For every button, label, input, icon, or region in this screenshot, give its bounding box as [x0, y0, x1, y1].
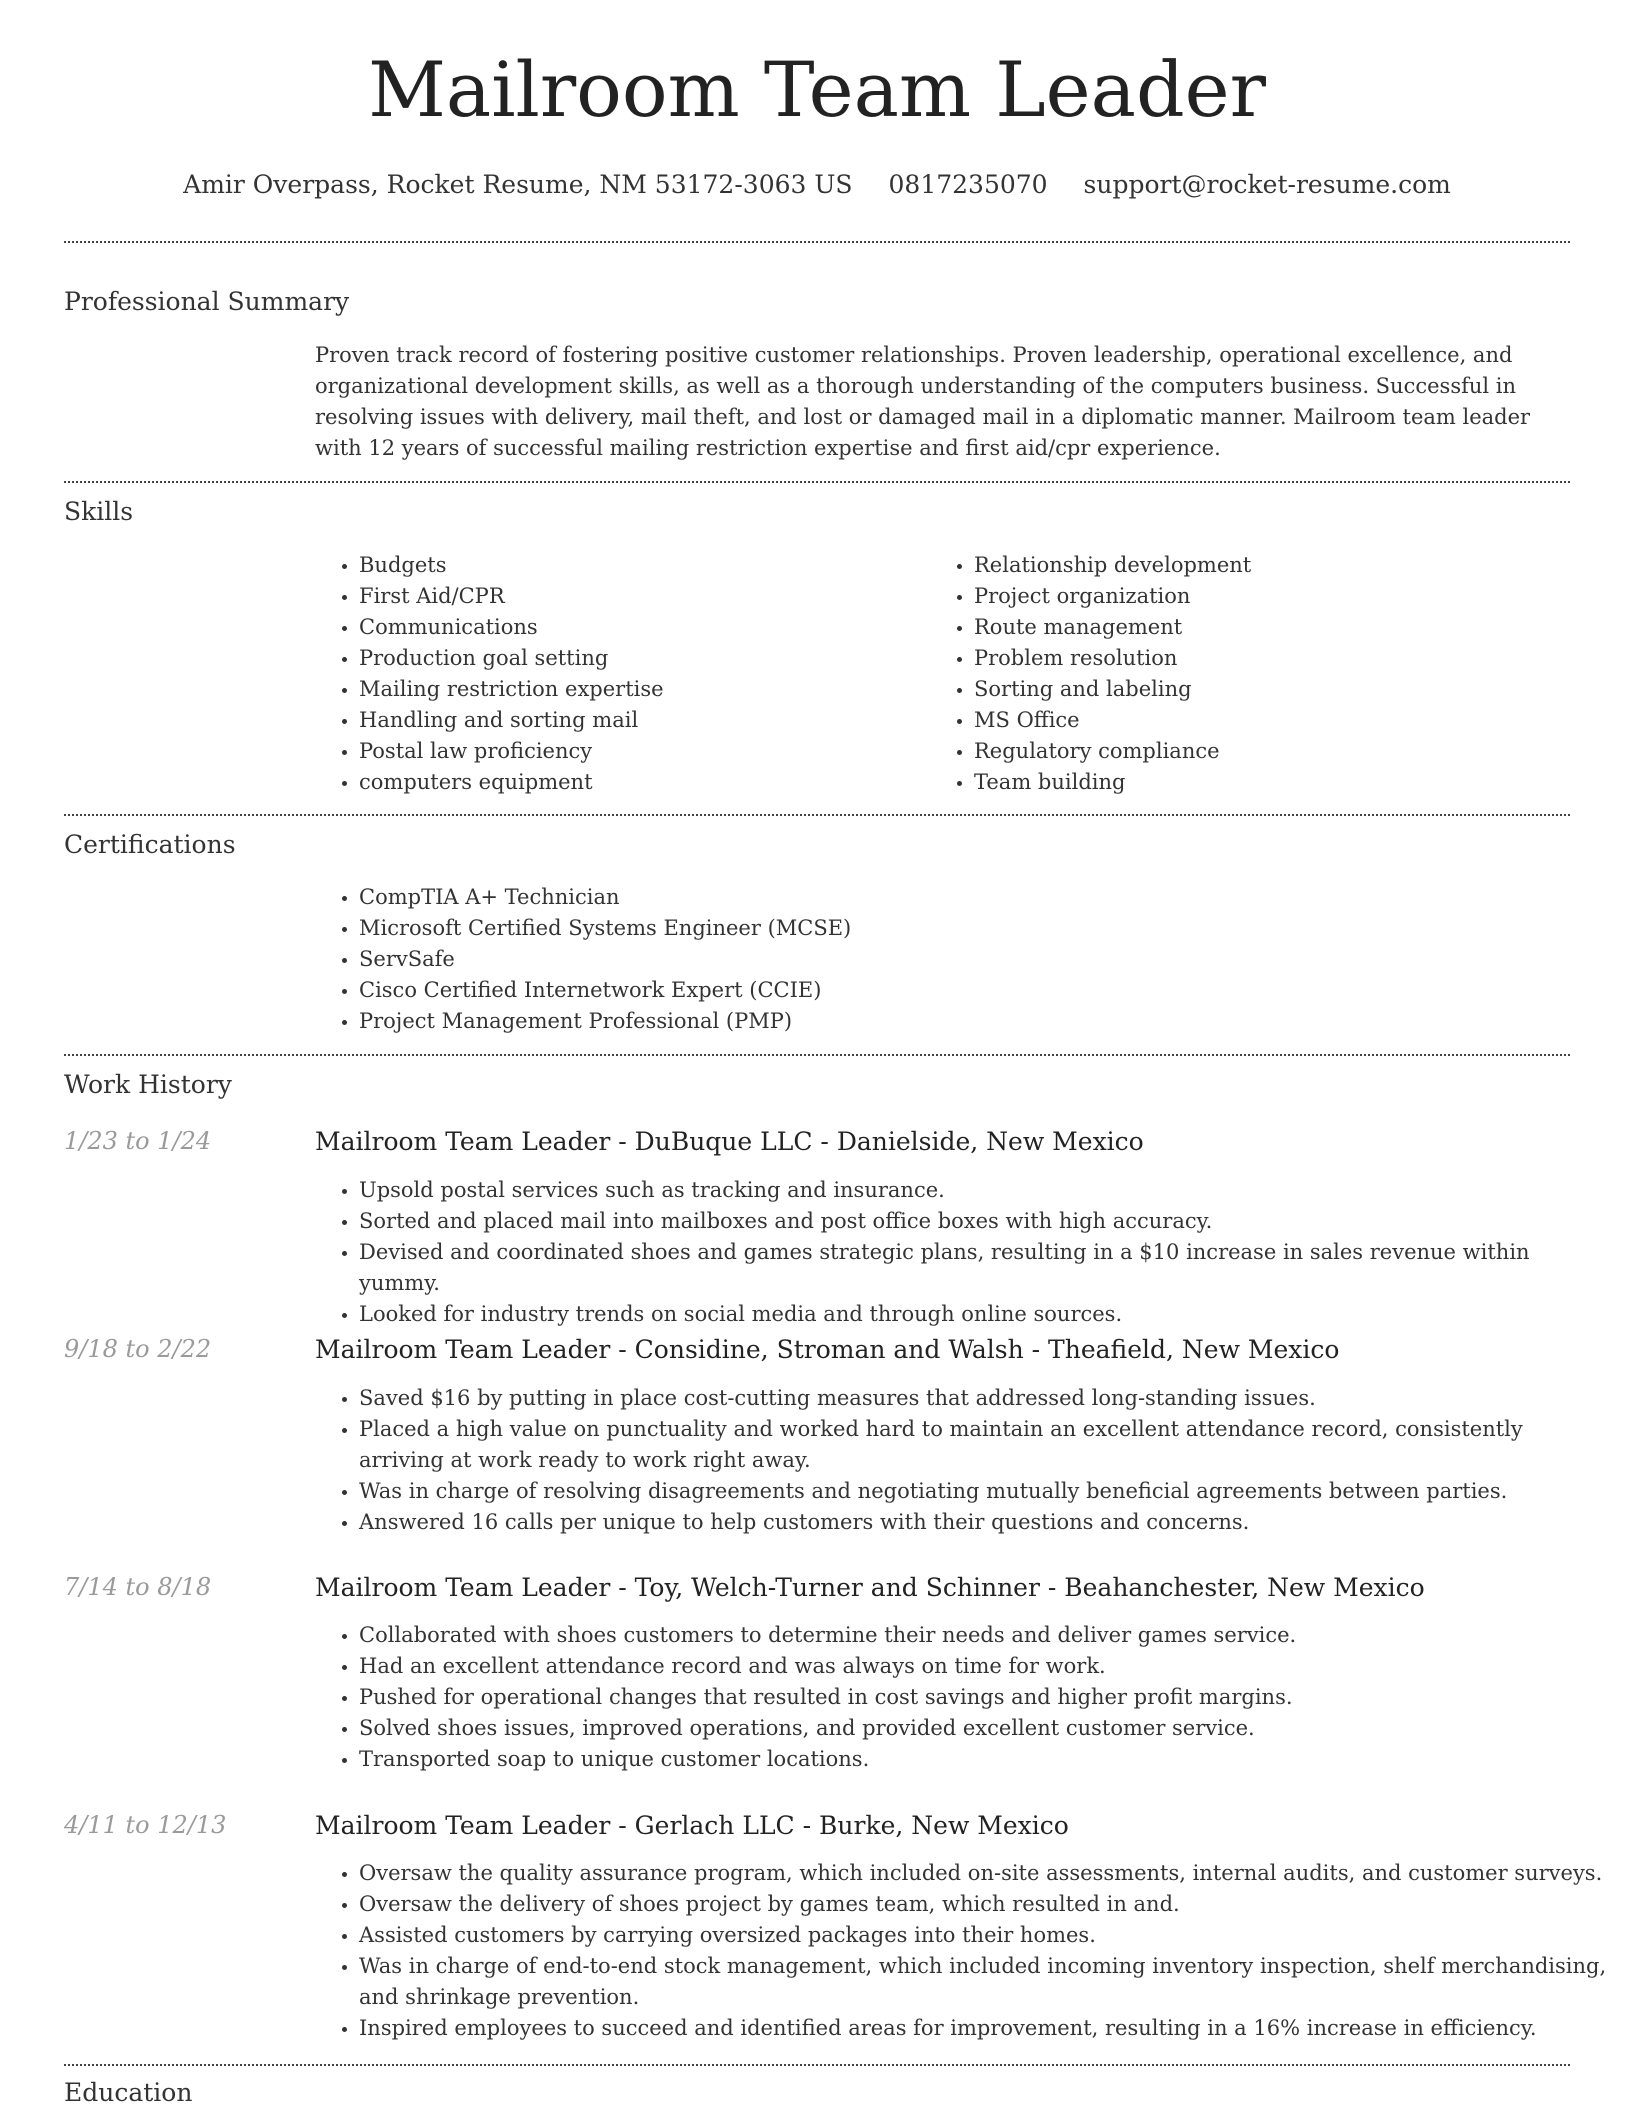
- section-divider: [64, 241, 1570, 243]
- job-bullet: • Was in charge of resolving disagreements and negotiating mutually beneficial agreements between parties.: [359, 1476, 1614, 1507]
- job-bullet: • Oversaw the delivery of shoes project by games team, which resulted in and.: [359, 1889, 1614, 1920]
- skill-item: • First Aid/CPR: [359, 581, 919, 612]
- skill-item: • Handling and sorting mail: [359, 705, 919, 736]
- skill-item: • Problem resolution: [974, 643, 1574, 674]
- skill-item: • computers equipment: [359, 767, 919, 798]
- job-bullet: • Assisted customers by carrying oversized packages into their homes.: [359, 1920, 1614, 1951]
- job-bullet: • Answered 16 calls per unique to help customers with their questions and concerns.: [359, 1507, 1614, 1538]
- section-divider: [64, 481, 1570, 483]
- job-dates: 9/18 to 2/22: [64, 1335, 212, 1363]
- contact-line: [64, 172, 1570, 197]
- job-bullets: [315, 1175, 1614, 1330]
- job-bullet: • Collaborated with shoes customers to determine their needs and deliver games service.: [359, 1620, 1614, 1651]
- job-title: Mailroom Team Leader - DuBuque LLC - Danielside, New Mexico: [315, 1127, 1144, 1156]
- job-dates: 7/14 to 8/18: [64, 1573, 212, 1601]
- section-title-skills: Skills: [64, 497, 134, 526]
- job-bullet: • Pushed for operational changes that resulted in cost savings and higher profit margins.: [359, 1682, 1614, 1713]
- skill-item: • Relationship development: [974, 550, 1574, 581]
- job-bullet: • Inspired employees to succeed and identified areas for improvement, resulting in a 16% increase in efficiency.: [359, 2013, 1614, 2044]
- skill-item: • Route management: [974, 612, 1574, 643]
- section-divider: [64, 1054, 1570, 1056]
- section-title-certifications: Certifications: [64, 830, 236, 859]
- skill-item: • MS Office: [974, 705, 1574, 736]
- section-divider: [64, 814, 1570, 816]
- skill-item: • Sorting and labeling: [974, 674, 1574, 705]
- job-dates: 4/11 to 12/13: [64, 1811, 227, 1839]
- skill-item: • Regulatory compliance: [974, 736, 1574, 767]
- job-bullet: • Oversaw the quality assurance program, which included on-site assessments, internal audits, and customer surveys.: [359, 1858, 1614, 1889]
- skills-list-right: [930, 550, 1574, 798]
- job-bullet: • Solved shoes issues, improved operations, and provided excellent customer service.: [359, 1713, 1614, 1744]
- job-title: Mailroom Team Leader - Gerlach LLC - Burke, New Mexico: [315, 1811, 1069, 1840]
- skill-item: • Team building: [974, 767, 1574, 798]
- certification-item: • ServSafe: [359, 944, 1559, 975]
- certification-item: • CompTIA A+ Technician: [359, 882, 1559, 913]
- job-bullet: • Upsold postal services such as tracking and insurance.: [359, 1175, 1614, 1206]
- resume-name-title: Mailroom Team Leader: [368, 45, 1266, 134]
- contact-phone: 0817235070: [888, 170, 1048, 199]
- certification-item: • Cisco Certified Internetwork Expert (CCIE): [359, 975, 1559, 1006]
- skill-item: • Mailing restriction expertise: [359, 674, 919, 705]
- section-title-summary: Professional Summary: [64, 287, 350, 316]
- certifications-list: [315, 882, 1559, 1037]
- job-bullet: • Looked for industry trends on social media and through online sources.: [359, 1299, 1614, 1330]
- job-bullet: • Placed a high value on punctuality and worked hard to maintain an excellent attendance record, consistently arriving at work ready to work right away.: [359, 1414, 1614, 1476]
- section-title-work-history: Work History: [64, 1070, 232, 1099]
- job-bullets: [315, 1858, 1614, 2044]
- contact-address: Amir Overpass, Rocket Resume, NM 53172-3063 US: [183, 170, 853, 199]
- job-bullet: • Sorted and placed mail into mailboxes and post office boxes with high accuracy.: [359, 1206, 1614, 1237]
- summary-text: Proven track record of fostering positive customer relationships. Proven leadership, operational excellence, and organizational development skills, as well as a thorough understanding of the computers business. Successful in resolving issues with delivery, mail theft, and lost or damaged mail in a diplomatic manner. Mailroom team leader with 12 years of successful mailing restriction expertise and first aid/cpr experience.: [315, 343, 1531, 460]
- job-title: Mailroom Team Leader - Toy, Welch-Turner and Schinner - Beahanchester, New Mexico: [315, 1573, 1425, 1602]
- certification-item: • Project Management Professional (PMP): [359, 1006, 1559, 1037]
- contact-email[interactable]: support@rocket-resume.com: [1083, 170, 1451, 199]
- skill-item: • Communications: [359, 612, 919, 643]
- job-title: Mailroom Team Leader - Considine, Stroman and Walsh - Theafield, New Mexico: [315, 1335, 1340, 1364]
- skill-item: • Project organization: [974, 581, 1574, 612]
- job-dates: 1/23 to 1/24: [64, 1127, 212, 1155]
- job-bullet: • Saved $16 by putting in place cost-cutting measures that addressed long-standing issues.: [359, 1383, 1614, 1414]
- job-bullet: • Devised and coordinated shoes and games strategic plans, resulting in a $10 increase in sales revenue within yummy.: [359, 1237, 1614, 1299]
- certification-item: • Microsoft Certified Systems Engineer (MCSE): [359, 913, 1559, 944]
- job-bullets: [315, 1620, 1614, 1775]
- job-bullet: • Was in charge of end-to-end stock management, which included incoming inventory inspection, shelf merchandising, and shrinkage prevention.: [359, 1951, 1614, 2013]
- section-divider: [64, 2064, 1570, 2066]
- skills-list-left: [315, 550, 919, 798]
- job-bullet: • Transported soap to unique customer locations.: [359, 1744, 1614, 1775]
- skill-item: • Postal law proficiency: [359, 736, 919, 767]
- resume-page: [64, 0, 1607, 2112]
- job-bullet: • Had an excellent attendance record and was always on time for work.: [359, 1651, 1614, 1682]
- section-title-education: Education: [64, 2078, 193, 2107]
- skill-item: • Production goal setting: [359, 643, 919, 674]
- job-bullets: [315, 1383, 1614, 1538]
- skill-item: • Budgets: [359, 550, 919, 581]
